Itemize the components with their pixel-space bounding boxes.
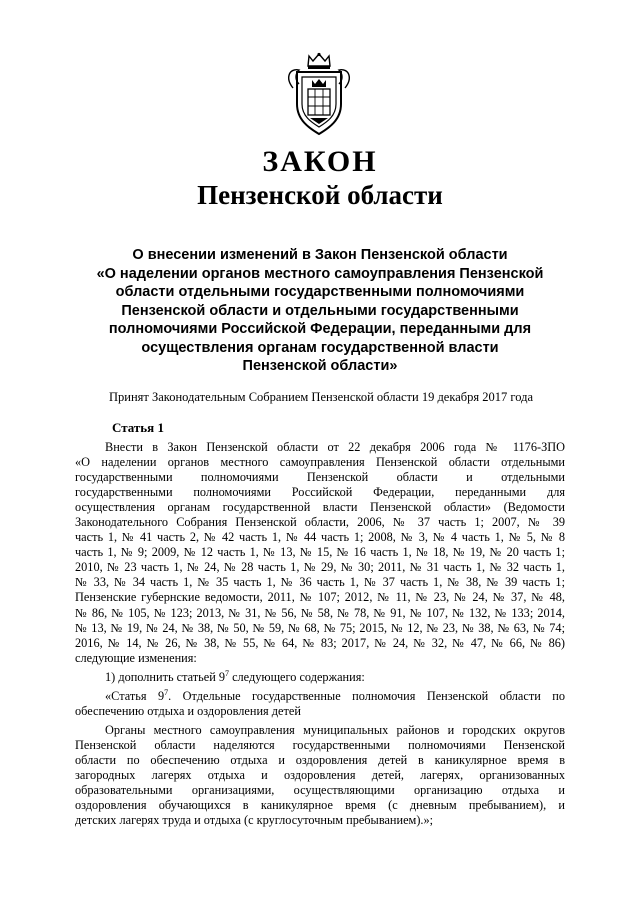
law-subject-heading — [80, 246, 560, 376]
subject-line: О внесении изменений в Закон Пензенской области — [132, 247, 508, 263]
paragraph-line: Законодательного Собрания Пензенской области, 2006, № 37 часть 1; 2007, № 39 — [75, 515, 565, 530]
coat-of-arms-emblem — [283, 52, 355, 138]
superscript: 7 — [164, 687, 169, 697]
paragraph-line: оздоровления обучающихся в каникулярное время (с дневным пребыванием), и — [75, 798, 565, 813]
paragraph-line: «О наделении органов местного самоуправления Пензенской области отдельными — [75, 455, 565, 470]
paragraph-line: Пензенской области наделяются государственными полномочиями Пензенской — [75, 737, 565, 752]
paragraph-line: осуществления органам государственной власти Пензенской области» (Ведомости — [75, 500, 565, 515]
paragraph-line: Органы местного самоуправления муниципальных районов и городских округов — [105, 722, 565, 737]
paragraph-line: загородных лагерях отдыха и оздоровления детей, лагерях, организованных — [75, 767, 565, 782]
paragraph-line: государственными полномочиями Российской Федерации, переданными для — [75, 485, 565, 500]
subject-line: осуществления органам государственной власти — [141, 339, 499, 356]
paragraph-line: Пензенские губернские ведомости, 2011, № 107; 2012, № 11, № 23, № 24, № 37, № 48, — [75, 590, 565, 605]
paragraph-line: образовательными организациями, осуществляющими организацию отдыха и — [75, 783, 565, 798]
paragraph-line: Внести в Закон Пензенской области от 22 декабря 2006 года № 1176-ЗПО — [105, 440, 565, 454]
item-text: . Отдельные государственные полномочия Пензенской области по — [168, 688, 565, 703]
item-text: «Статья 9 — [105, 688, 165, 703]
item-text: 1) дополнить статьей 9 — [105, 669, 226, 684]
article-title: Статья 1 — [112, 420, 164, 435]
subject-line: Пензенской области и отдельными государственными — [121, 302, 519, 319]
paragraph-line: часть 1, № 41 часть 2, № 42 часть 1, № 44 часть 1; 2008, № 3, № 4 часть 1, № 5, № 8 — [75, 530, 565, 545]
quoted-article-title-line: обеспечению отдыха и оздоровления детей — [75, 703, 301, 718]
quoted-article-title — [75, 689, 565, 704]
paragraph-line: государственными полномочиями Пензенской области и отдельными — [75, 470, 565, 485]
item-text: следующего содержания: — [229, 669, 365, 684]
subject-line: полномочиями Российской Федерации, переданными для — [108, 321, 532, 337]
article-body — [75, 440, 565, 828]
subject-line: Пензенской области» — [242, 358, 398, 374]
paragraph-line: детских лагерях труда и отдыха (с круглосуточным пребыванием).»; — [75, 813, 434, 828]
paragraph-line: 2010, № 23 часть 1, № 24, № 28 часть 1, № 29, № 30; 2011, № 31 часть 1, № 32 часть 1, — [75, 560, 565, 575]
subject-line: «О наделении органов местного самоуправления Пензенской — [96, 265, 544, 282]
adoption-note: Принят Законодательным Собранием Пензенской области 19 декабря 2017 года — [108, 390, 534, 404]
subject-line: области отдельными государственными полномочиями — [115, 284, 525, 300]
paragraph-line: часть 1, № 9; 2009, № 12 часть 1, № 13, № 15, № 16 часть 1, № 18, № 19, № 20 часть 1; — [75, 545, 565, 560]
paragraph-line: № 86, № 105, № 123; 2013, № 31, № 56, № 58, № 78, № 91, № 107, № 132, № 133; 2014, — [75, 605, 565, 620]
paragraph-line: № 33, № 34 часть 1, № 35 часть 1, № 36 часть 1, № 37 часть 1, № 38, № 39 часть 1; — [75, 575, 565, 590]
law-subtitle: Пензенской области — [197, 180, 443, 210]
paragraph-line: 2016, № 14, № 26, № 38, № 55, № 64, № 83; 2017, № 24, № 32, № 47, № 66, № 86) — [75, 635, 565, 650]
paragraph-line: области по обеспечению отдыха и оздоровления детей в каникулярное время в — [75, 752, 565, 767]
law-title: ЗАКОН — [262, 145, 378, 178]
superscript: 7 — [225, 668, 230, 678]
paragraph-line: № 13, № 19, № 24, № 38, № 50, № 59, № 68, № 75; 2015, № 12, № 23, № 38, № 63, № 74; — [75, 620, 565, 635]
paragraph-line: следующие изменения: — [75, 650, 197, 665]
amendment-item — [75, 670, 565, 685]
